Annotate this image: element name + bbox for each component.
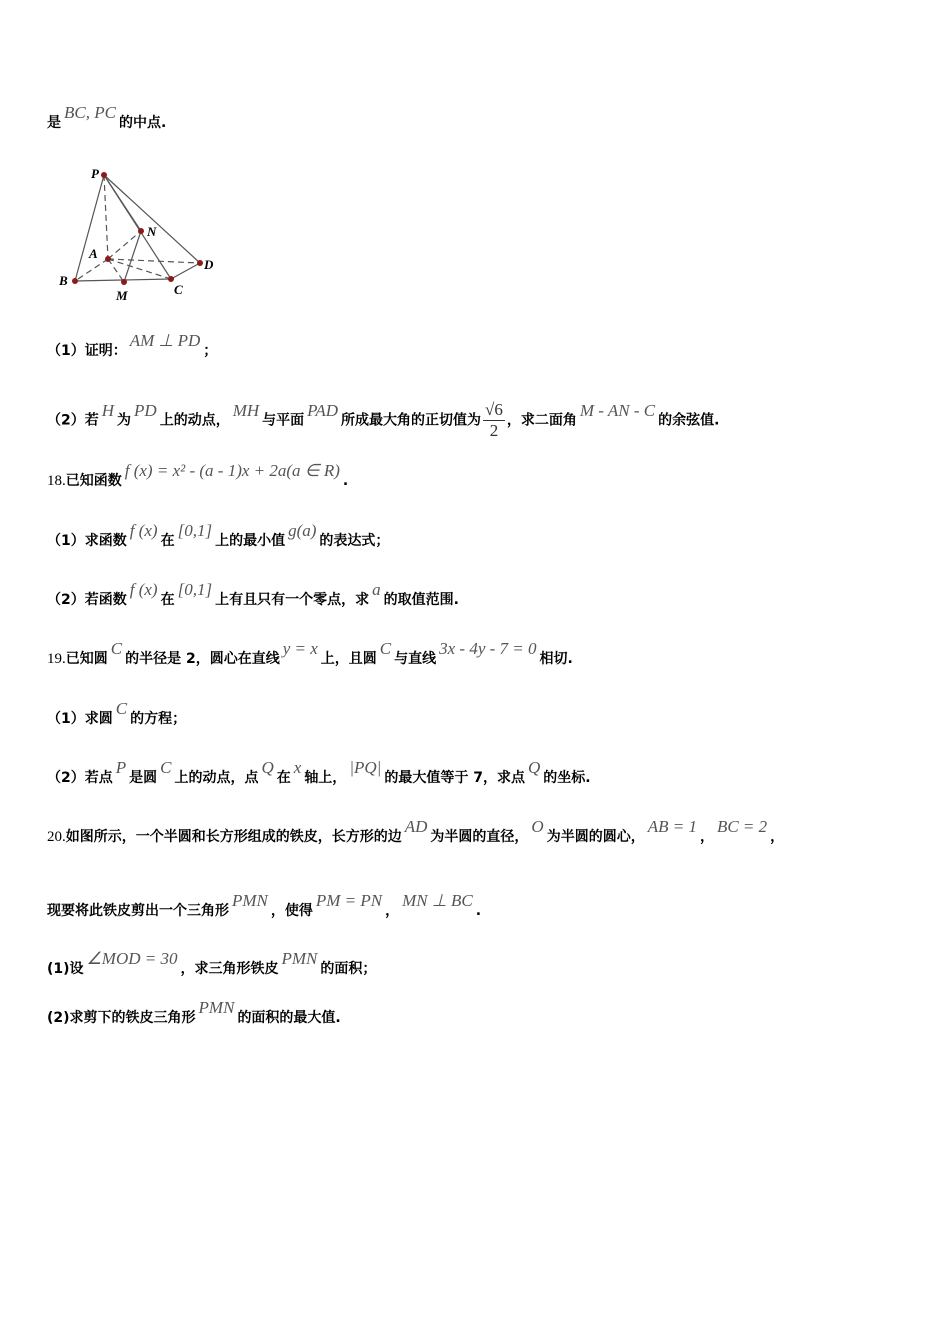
text: 如图所示，一个半圆和长方形组成的铁皮，长方形的边 <box>65 829 402 845</box>
text: 的中点. <box>118 115 167 131</box>
denominator: 2 <box>489 421 499 440</box>
label-p: P <box>91 166 99 181</box>
math-expression: x <box>293 758 302 777</box>
text: 所成最大角的正切值为 <box>341 412 482 429</box>
math-expression: P <box>115 758 127 777</box>
label-n: N <box>147 224 157 239</box>
math-expression: H <box>101 400 115 420</box>
text: 是圆 <box>129 770 158 786</box>
question-number: 18. <box>47 473 66 489</box>
text: 为半圆的圆心， <box>546 829 645 845</box>
text: 上有且只有一个零点，求 <box>215 592 370 608</box>
question-number: 19. <box>47 651 66 667</box>
text-line <box>47 998 341 1027</box>
math-expression: M - AN - C <box>579 400 656 420</box>
text: (1)设 <box>47 961 84 977</box>
question-number: 20. <box>47 829 66 845</box>
math-expression: PAD <box>307 400 339 420</box>
text: （2）若函数 <box>47 592 127 608</box>
text-line <box>47 103 167 132</box>
text-line <box>47 949 377 978</box>
text: 上的动点，点 <box>174 770 259 786</box>
text: 在 <box>160 592 175 608</box>
text: 的余弦值. <box>658 412 720 429</box>
label-d: D <box>204 257 214 272</box>
pyramid-figure <box>55 160 225 305</box>
math-expression: PMN <box>281 949 318 968</box>
text: 轴上， <box>304 770 347 786</box>
label-m: M <box>116 288 128 303</box>
text: 在 <box>276 770 291 786</box>
math-expression: C <box>115 699 128 718</box>
text: ， <box>770 829 785 845</box>
text-line <box>47 891 482 920</box>
text-line <box>47 461 349 490</box>
math-expression: [0,1] <box>177 521 213 540</box>
math-expression: AM ⊥ PD <box>129 331 201 350</box>
text: 已知函数 <box>65 473 122 489</box>
text: 是 <box>47 115 61 131</box>
text: 的半径是 2，圆心在直线 <box>125 651 280 667</box>
text-line <box>47 817 785 846</box>
math-expression: C <box>110 639 123 658</box>
text: 的面积的最大值. <box>237 1010 341 1026</box>
text: 上的最小值 <box>215 533 286 549</box>
text: 的最大值等于 7，求点 <box>384 770 525 786</box>
text: 已知圆 <box>65 651 108 667</box>
math-expression: |PQ| <box>349 758 382 777</box>
text: ，求二面角 <box>506 412 577 429</box>
text: 与直线 <box>394 651 437 667</box>
label-c: C <box>174 282 183 297</box>
text: 相切. <box>539 651 573 667</box>
math-expression: g(a) <box>288 521 317 540</box>
math-expression: AB = 1 <box>647 817 697 836</box>
label-a: A <box>89 246 98 261</box>
text: 的方程； <box>130 711 187 727</box>
math-expression: C <box>160 758 172 777</box>
math-expression: AD <box>404 817 428 836</box>
text-line <box>47 699 187 728</box>
math-expression: C <box>379 639 392 658</box>
text: ，求三角形铁皮 <box>180 961 279 977</box>
text-line <box>47 521 390 550</box>
math-expression: a <box>372 580 381 599</box>
text: （1）求函数 <box>47 533 127 549</box>
math-expression: y = x <box>282 639 318 658</box>
label-b: B <box>59 273 68 288</box>
math-expression: MH <box>232 400 260 420</box>
math-expression: Q <box>527 758 541 777</box>
math-expression: f (x) <box>129 580 158 599</box>
text-line <box>47 331 218 360</box>
math-expression: PMN <box>232 891 268 910</box>
text: （1）求圆 <box>47 711 113 727</box>
text-line <box>47 580 459 609</box>
text: ； <box>203 343 218 359</box>
text: 的表达式； <box>319 533 390 549</box>
text: 在 <box>160 533 175 549</box>
text: 上，且圆 <box>320 651 377 667</box>
text: ， <box>385 903 400 919</box>
math-expression: PM = PN <box>315 891 383 910</box>
text: 为半圆的直径， <box>430 829 529 845</box>
text: ， <box>699 829 714 845</box>
math-expression: f (x) <box>129 521 158 540</box>
text: 与平面 <box>262 412 305 429</box>
math-expression: PMN <box>198 998 235 1017</box>
math-expression: 3x - 4y - 7 = 0 <box>439 639 537 658</box>
math-expression: f (x) = x² - (a - 1)x + 2a(a ∈ R) <box>124 461 340 480</box>
text: ，使得 <box>270 903 313 919</box>
text: 的坐标. <box>543 770 591 786</box>
math-expression: BC = 2 <box>716 817 768 836</box>
math-expression: O <box>531 817 544 836</box>
text-line <box>47 758 591 787</box>
text: （2）若点 <box>47 770 113 786</box>
math-expression: BC, PC <box>64 103 116 122</box>
numerator: √6 <box>485 400 503 419</box>
math-expression: ∠MOD = 30 <box>86 949 178 968</box>
text: （1）证明： <box>47 343 127 359</box>
math-expression: Q <box>261 758 274 777</box>
math-expression: MN ⊥ BC <box>402 891 473 910</box>
text-line <box>47 639 573 668</box>
text: 上的动点， <box>159 412 230 429</box>
text: . <box>342 473 349 489</box>
math-expression: [0,1] <box>177 580 213 599</box>
text-line <box>47 400 719 441</box>
text: 的取值范围. <box>383 592 459 608</box>
text: 为 <box>117 412 132 429</box>
math-expression: PD <box>134 400 157 420</box>
text: 现要将此铁皮剪出一个三角形 <box>47 903 229 919</box>
text: （2）若 <box>47 412 99 429</box>
text: 的面积； <box>320 961 377 977</box>
text: . <box>475 903 482 919</box>
fraction <box>483 400 505 441</box>
text: (2)求剪下的铁皮三角形 <box>47 1010 196 1026</box>
